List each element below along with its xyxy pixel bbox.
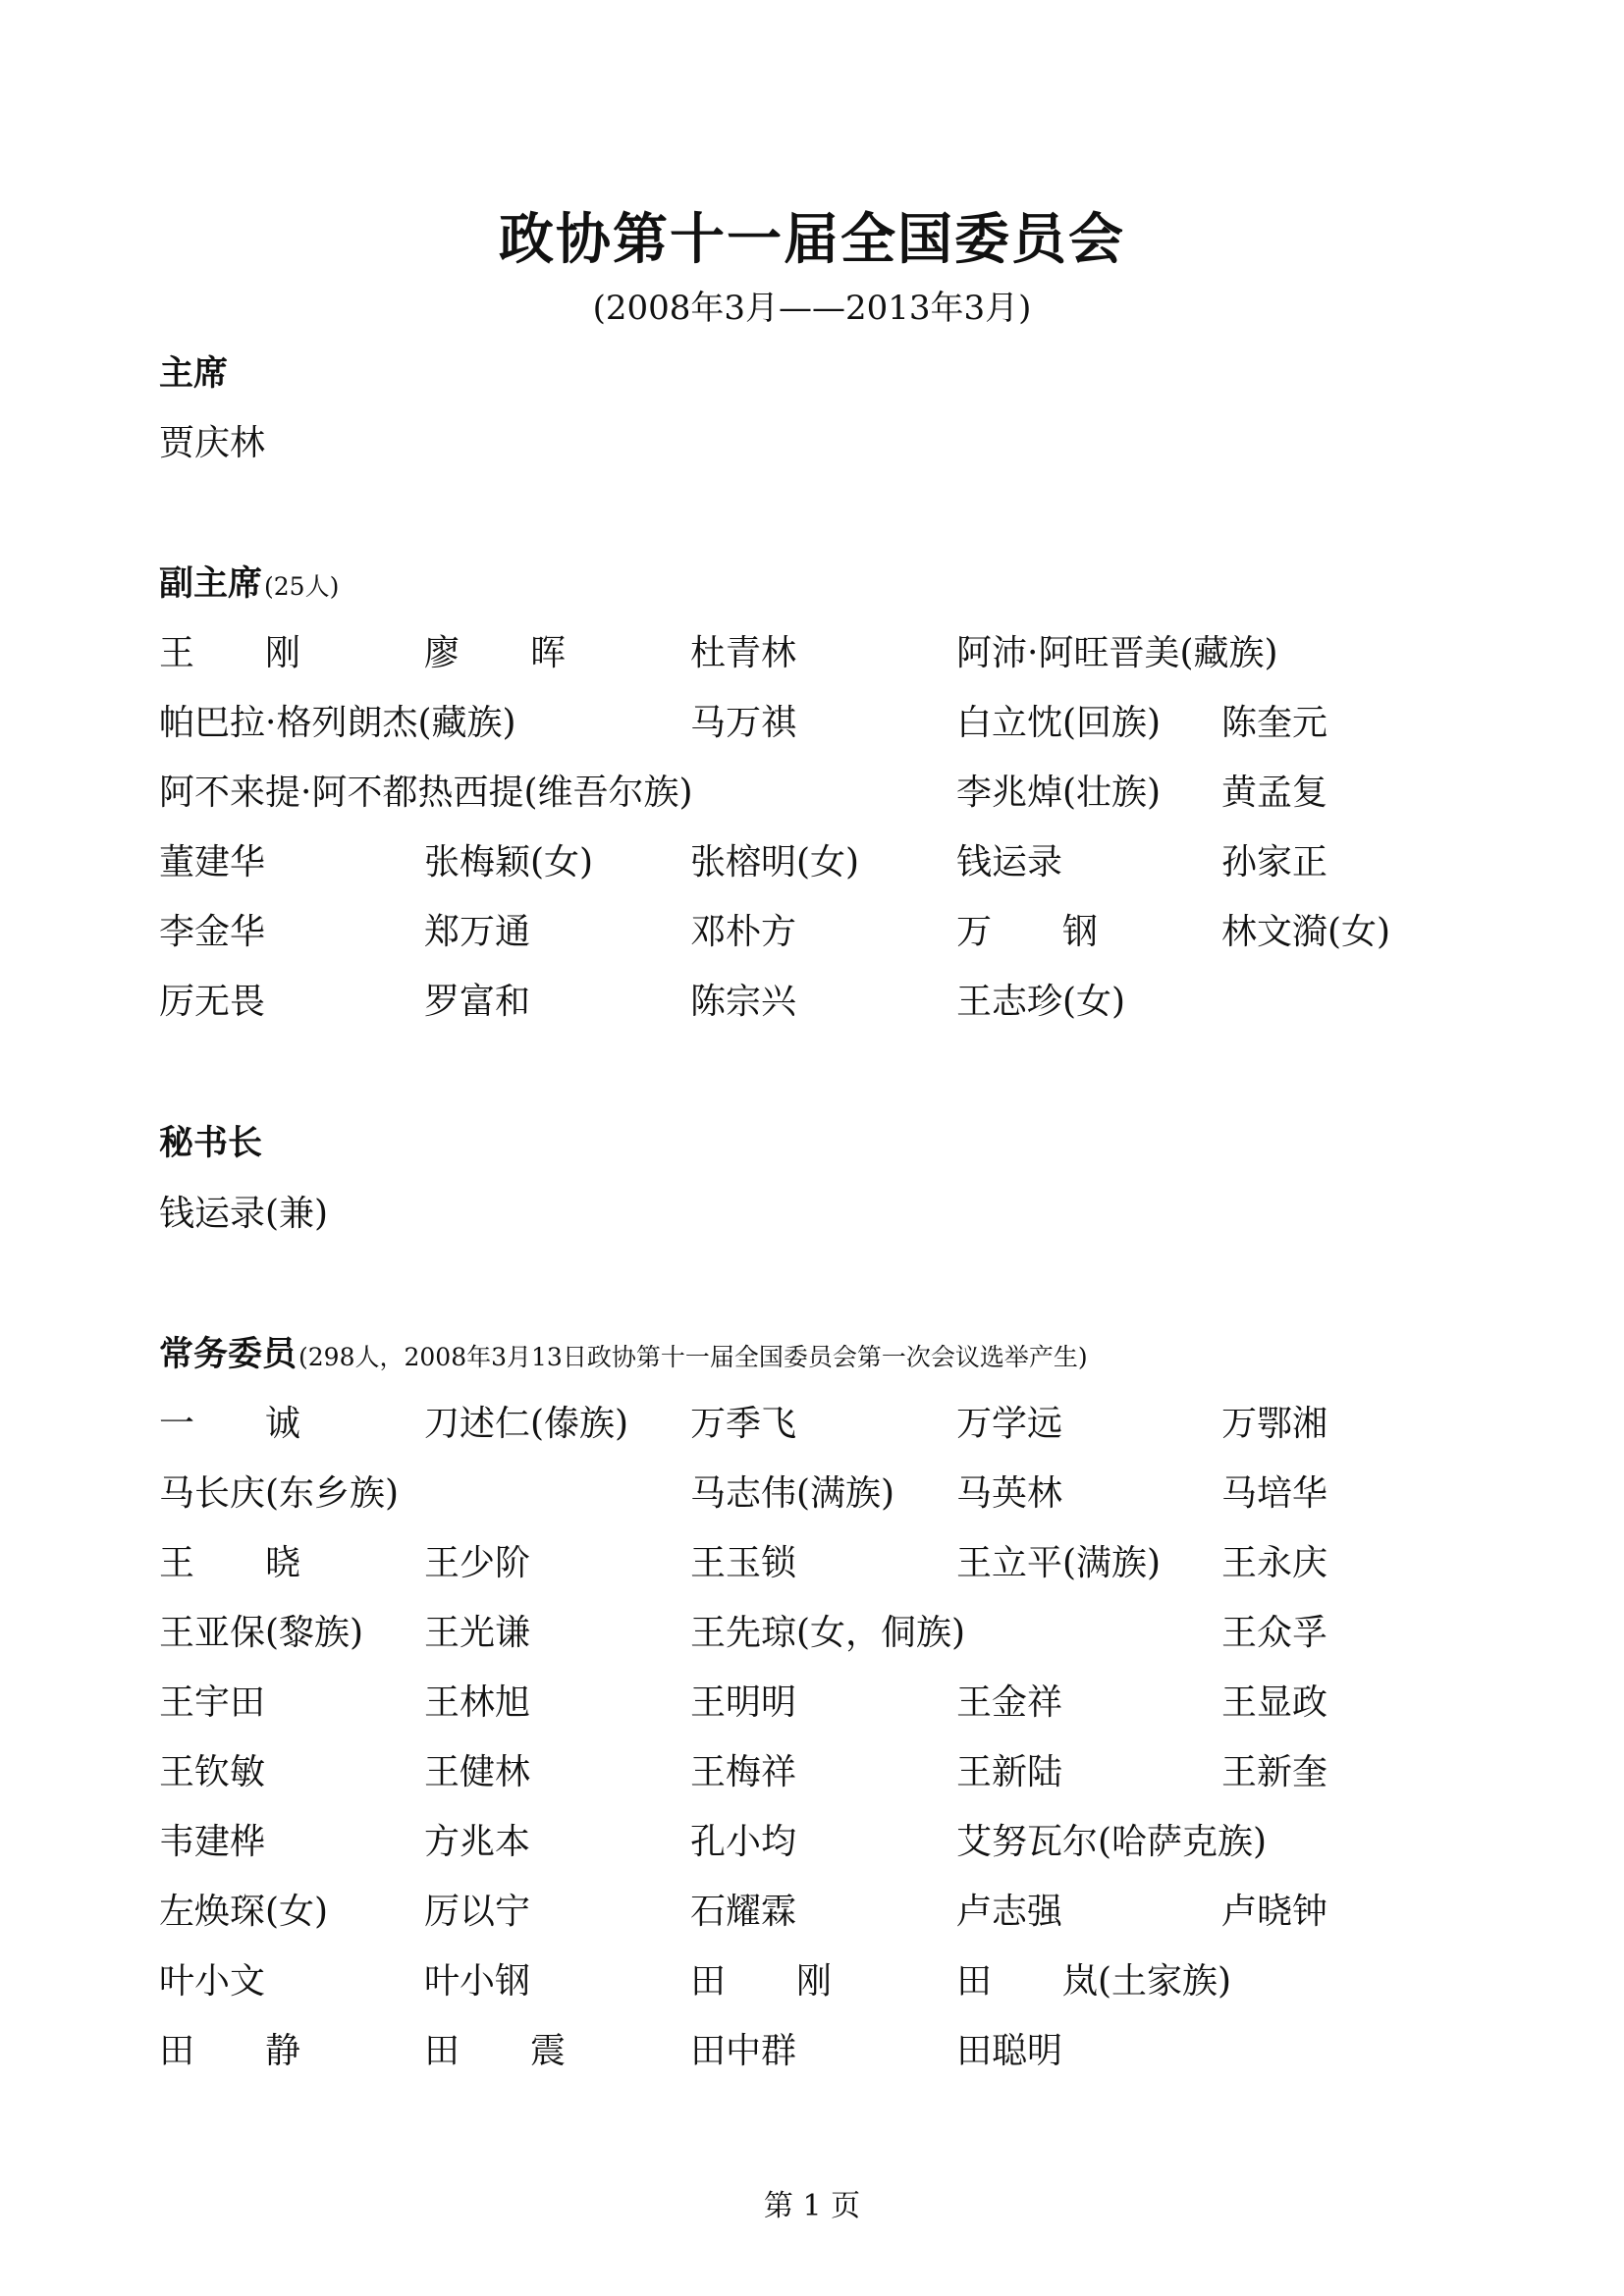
document-subtitle: (2008年3月——2013年3月) xyxy=(592,289,1032,328)
name-entry: 厉以宁 xyxy=(424,1892,531,1932)
name-entry: 王健林 xyxy=(424,1752,531,1792)
name-entry: 王玉锁 xyxy=(690,1543,797,1583)
name-entry: 艾努瓦尔(哈萨克族) xyxy=(956,1822,1268,1862)
name-entry: 卢晓钟 xyxy=(1221,1892,1328,1932)
name-entry: 万季飞 xyxy=(690,1404,797,1444)
name-entry: 王亚保(黎族) xyxy=(159,1613,364,1653)
name-entry: 孔小均 xyxy=(690,1822,797,1862)
name-entry: 黄孟复 xyxy=(1221,773,1328,813)
name-entry: 李兆焯(壮族) xyxy=(956,773,1162,813)
name-entry: 罗富和 xyxy=(424,982,531,1022)
name-entry: 王钦敏 xyxy=(159,1752,266,1792)
name-entry: 白立忱(回族) xyxy=(956,703,1162,743)
name-entry: 王宇田 xyxy=(159,1682,266,1723)
name-entry: 孙家正 xyxy=(1221,842,1328,882)
name-entry: 王光谦 xyxy=(424,1613,531,1653)
name-entry: 左焕琛(女) xyxy=(159,1892,329,1932)
name-entry: 马培华 xyxy=(1221,1473,1328,1514)
chairman-name: 贾庆林 xyxy=(159,423,266,463)
name-entry: 林文漪(女) xyxy=(1221,912,1391,952)
name-entry: 厉无畏 xyxy=(159,982,266,1022)
name-entry: 廖 晖 xyxy=(424,633,567,673)
name-entry: 王少阶 xyxy=(424,1543,531,1583)
name-entry: 田 岚(土家族) xyxy=(956,1961,1232,2002)
name-entry: 马志伟(满族) xyxy=(690,1473,895,1514)
name-entry: 刀述仁(傣族) xyxy=(424,1404,629,1444)
name-entry: 王众孚 xyxy=(1221,1613,1328,1653)
name-entry: 王金祥 xyxy=(956,1682,1063,1723)
section-standing-committee-note: (298人，2008年3月13日政协第十一届全国委员会第一次会议选举产生) xyxy=(298,1343,1088,1371)
section-standing-committee-heading xyxy=(159,1335,1088,1374)
name-entry: 万学远 xyxy=(956,1404,1063,1444)
name-entry: 韦建桦 xyxy=(159,1822,266,1862)
name-entry: 方兆本 xyxy=(424,1822,531,1862)
name-entry: 邓朴方 xyxy=(690,912,797,952)
name-entry: 马万祺 xyxy=(690,703,797,743)
section-secretary-general-heading xyxy=(159,1124,263,1163)
name-entry: 卢志强 xyxy=(956,1892,1063,1932)
name-entry: 马长庆(东乡族) xyxy=(159,1473,400,1514)
name-entry: 阿不来提·阿不都热西提(维吾尔族) xyxy=(159,773,693,813)
name-entry: 叶小文 xyxy=(159,1961,266,2002)
name-entry: 王明明 xyxy=(690,1682,797,1723)
name-entry: 王梅祥 xyxy=(690,1752,797,1792)
name-entry: 田 静 xyxy=(159,2031,301,2071)
name-entry: 王林旭 xyxy=(424,1682,531,1723)
name-entry: 王立平(满族) xyxy=(956,1543,1162,1583)
name-entry: 王新奎 xyxy=(1221,1752,1328,1792)
name-entry: 帕巴拉·格列朗杰(藏族) xyxy=(159,703,516,743)
name-entry: 张榕明(女) xyxy=(690,842,860,882)
name-entry: 钱运录 xyxy=(956,842,1063,882)
name-entry: 万 钢 xyxy=(956,912,1099,952)
name-entry: 田 震 xyxy=(424,2031,567,2071)
name-entry: 王永庆 xyxy=(1221,1543,1328,1583)
name-entry: 万鄂湘 xyxy=(1221,1404,1328,1444)
name-entry: 田中群 xyxy=(690,2031,797,2071)
name-entry: 一 诚 xyxy=(159,1404,301,1444)
section-secretary-general-label: 秘书长 xyxy=(159,1124,263,1163)
name-entry: 石耀霖 xyxy=(690,1892,797,1932)
section-vice-chairmen-label: 副主席 xyxy=(159,564,263,604)
name-entry: 李金华 xyxy=(159,912,266,952)
section-vice-chairmen-heading xyxy=(159,564,340,604)
name-entry: 王新陆 xyxy=(956,1752,1063,1792)
document-title: 政协第十一届全国委员会 xyxy=(499,208,1125,272)
page-number: 第 1 页 xyxy=(763,2189,861,2223)
section-chairman-label: 主席 xyxy=(159,354,229,394)
name-entry: 阿沛·阿旺晋美(藏族) xyxy=(956,633,1278,673)
section-chairman-heading xyxy=(159,354,229,394)
name-entry: 王 晓 xyxy=(159,1543,301,1583)
section-vice-chairmen-note: (25人) xyxy=(264,572,340,601)
name-entry: 王显政 xyxy=(1221,1682,1328,1723)
name-entry: 王志珍(女) xyxy=(956,982,1126,1022)
name-entry: 叶小钢 xyxy=(424,1961,531,2002)
section-standing-committee-label: 常务委员 xyxy=(159,1335,298,1374)
name-entry: 张梅颖(女) xyxy=(424,842,594,882)
name-entry: 杜青林 xyxy=(690,633,797,673)
name-entry: 陈奎元 xyxy=(1221,703,1328,743)
name-entry: 王 刚 xyxy=(159,633,301,673)
name-entry: 陈宗兴 xyxy=(690,982,797,1022)
name-entry: 马英林 xyxy=(956,1473,1063,1514)
name-entry: 郑万通 xyxy=(424,912,531,952)
name-entry: 田聪明 xyxy=(956,2031,1063,2071)
secretary-general-name: 钱运录(兼) xyxy=(159,1194,329,1234)
name-entry: 田 刚 xyxy=(690,1961,833,2002)
name-entry: 王先琼(女，侗族) xyxy=(690,1613,966,1653)
name-entry: 董建华 xyxy=(159,842,266,882)
